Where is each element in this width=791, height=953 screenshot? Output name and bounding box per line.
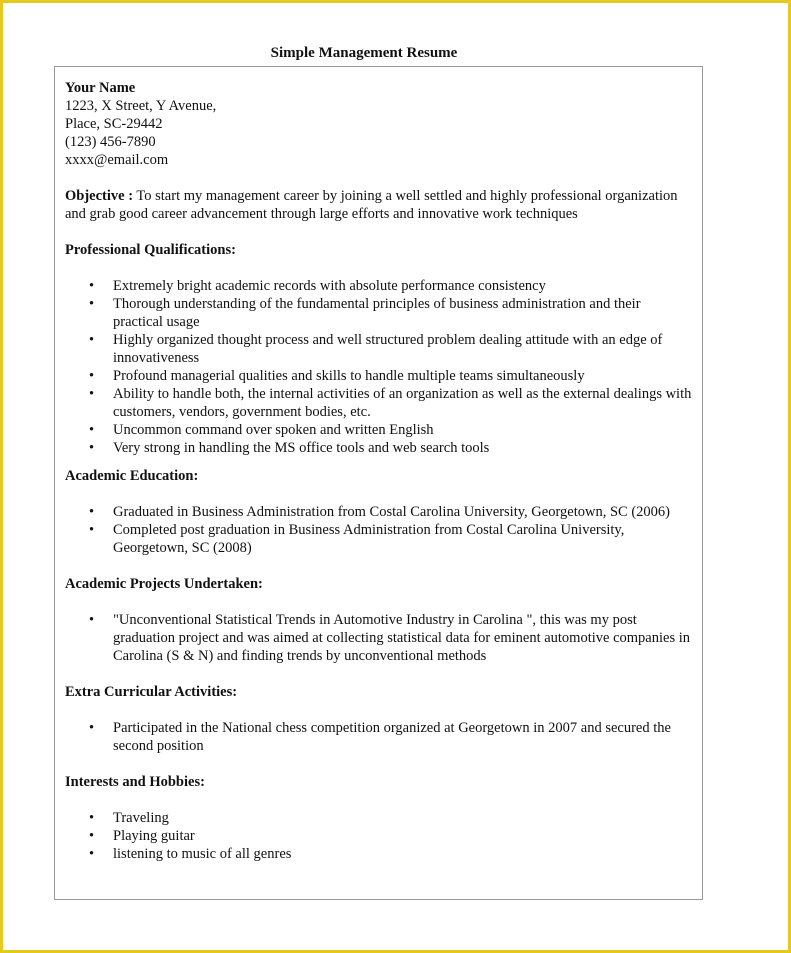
projects-list <box>65 611 694 665</box>
bullet-icon: • <box>89 368 95 384</box>
qualifications-list <box>65 277 694 457</box>
objective-text: To start my management career by joining a well settled and highly professional organization and grab good career advancement through large efforts and innovative work techniques <box>65 188 678 222</box>
contact-phone: (123) 456-7890 <box>65 134 156 150</box>
list-item: • Thorough understanding of the fundamental principles of business administration and their practical usage <box>89 296 641 330</box>
bullet-icon: • <box>89 522 95 538</box>
list-item: • Playing guitar <box>89 828 195 844</box>
resume-box <box>54 66 703 900</box>
contact-block <box>65 79 694 169</box>
list-item: • Completed post graduation in Business Administration from Costal Carolina University, Georgetown, SC (2008) <box>89 522 625 556</box>
list-item: • listening to music of all genres <box>89 846 292 862</box>
list-item: • Very strong in handling the MS office tools and web search tools <box>89 440 490 456</box>
bullet-icon: • <box>89 720 95 736</box>
projects-heading: Academic Projects Undertaken: <box>65 576 263 592</box>
list-item: • Participated in the National chess competition organized at Georgetown in 2007 and secured the second position <box>89 720 671 754</box>
bullet-icon: • <box>89 612 95 628</box>
list-item: • Uncommon command over spoken and written English <box>89 422 434 438</box>
contact-name: Your Name <box>65 80 136 96</box>
contact-email: xxxx@email.com <box>65 152 169 168</box>
document-title: Simple Management Resume <box>270 45 458 61</box>
contact-street: 1223, X Street, Y Avenue, <box>65 98 217 114</box>
bullet-icon: • <box>89 332 95 348</box>
list-item: • Extremely bright academic records with absolute performance consistency <box>89 278 546 294</box>
bullet-icon: • <box>89 296 95 312</box>
qualifications-heading: Professional Qualifications: <box>65 242 236 258</box>
bullet-icon: • <box>89 278 95 294</box>
bullet-icon: • <box>89 828 95 844</box>
education-heading: Academic Education: <box>65 468 199 484</box>
list-item: • Graduated in Business Administration from Costal Carolina University, Georgetown, SC (2006) <box>89 504 670 520</box>
objective-paragraph <box>65 187 694 223</box>
extracurricular-heading: Extra Curricular Activities: <box>65 684 238 700</box>
bullet-icon: • <box>89 846 95 862</box>
extracurricular-list <box>65 719 694 755</box>
list-item: • Ability to handle both, the internal activities of an organization as well as the external dealings with customers, vendors, government bodies, etc. <box>89 386 692 420</box>
list-item: • Traveling <box>89 810 169 826</box>
interests-heading: Interests and Hobbies: <box>65 774 205 790</box>
objective-label: Objective : <box>65 188 134 204</box>
contact-place: Place, SC-29442 <box>65 116 163 132</box>
list-item: • Highly organized thought process and well structured problem dealing attitude with an edge of innovativeness <box>89 332 663 366</box>
interests-list <box>65 809 694 863</box>
list-item: • Profound managerial qualities and skills to handle multiple teams simultaneously <box>89 368 585 384</box>
list-item: • "Unconventional Statistical Trends in Automotive Industry in Carolina ", this was my post graduation project and was aimed at collecting statistical data for eminent automotive companies in Carolina (S & N) and finding trends by unconventional methods <box>89 612 690 664</box>
bullet-icon: • <box>89 440 95 456</box>
bullet-icon: • <box>89 386 95 402</box>
education-list <box>65 503 694 557</box>
bullet-icon: • <box>89 504 95 520</box>
bullet-icon: • <box>89 422 95 438</box>
bullet-icon: • <box>89 810 95 826</box>
